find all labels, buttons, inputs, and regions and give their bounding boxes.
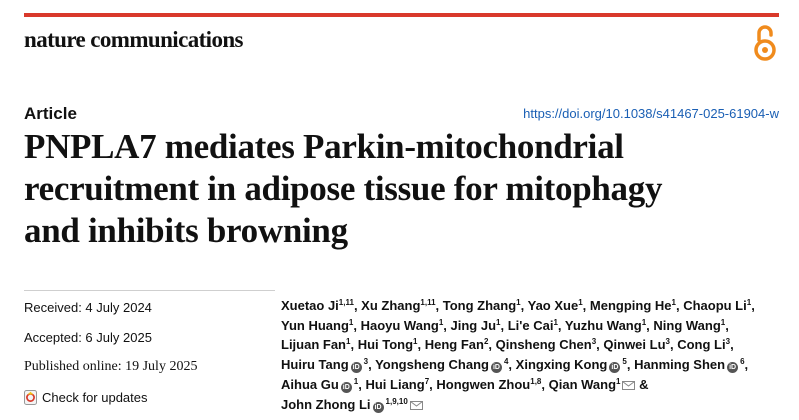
author-affiliation: 1,9,10 (385, 396, 408, 406)
author-list: Xuetao Ji$^{1,11}$, Xu Zhang$^{1,11}$, Tong Zhang$^1$, Yao Xue$^1$, Mengping He$^1$, Chaopu Li$^1$, Yun Huang$^1$, Haoyu Wang$^1$, Jing Ju$^1$, Li'e Cai$^1$, Yuzhu Wang$^1$, Ning Wang$^1$, Lijuan Fan$^1$, Hui Tong$^1$, Heng Fan$^2$, Qinsheng Chen$^3$, Qinwei Lu$^3$, Cong Li$^3$, Huiru Tang $iD^3$, Yongsheng Chang $iD^4$, Xingxing Kong $iD^5$, Hanming Shen $iD^6$, Aihua Gu $iD^1$, Hui Liang$^7$, Hongwen Zhou$^{1,8}$, Qian Wang$^1$ & John Zhong Li iD$^{1,9,10}$ (281, 298, 755, 412)
author-name[interactable]: Xingxing Kong (515, 357, 608, 373)
open-access-icon[interactable] (752, 23, 778, 63)
author-name[interactable]: Jing Ju (450, 317, 497, 333)
author-entry[interactable] (361, 298, 435, 313)
title-line: and inhibits browning (24, 211, 348, 250)
author-affiliation: 3 (725, 337, 731, 347)
author-name[interactable]: Li'e Cai (507, 317, 554, 333)
author-entry[interactable] (451, 318, 501, 333)
orcid-icon[interactable]: iD (729, 364, 737, 372)
author-affiliation: 6 (740, 357, 745, 367)
author-entry[interactable] (653, 318, 725, 333)
author-affiliation: 1 (578, 298, 583, 307)
accepted-date: Accepted: 6 July 2025 (24, 330, 152, 345)
email-icon[interactable] (410, 401, 423, 410)
doi-link[interactable]: https://doi.org/10.1038/s41467-025-61904-w (523, 106, 779, 121)
author-affiliation: 1 (720, 317, 726, 327)
author-entry[interactable] (281, 318, 353, 333)
orcid-icon[interactable]: iD (611, 364, 619, 372)
orcid-icon[interactable]: iD (374, 403, 382, 411)
author-entry[interactable] (590, 298, 676, 313)
author-name[interactable]: Xuetao Ji (281, 298, 339, 313)
author-name[interactable]: Huiru Tang (281, 357, 349, 373)
author-entry[interactable] (683, 298, 751, 313)
orcid-icon[interactable]: iD (342, 383, 350, 391)
author-entry[interactable] (549, 377, 636, 392)
author-affiliation: 1 (346, 337, 351, 347)
author-entry[interactable] (436, 377, 541, 392)
author-name[interactable]: Chaopu Li (683, 298, 747, 313)
author-entry[interactable] (528, 298, 583, 313)
author-entry[interactable] (496, 337, 597, 352)
author-name[interactable]: Qian Wang (548, 376, 617, 392)
author-name[interactable]: Qinwei Lu (603, 337, 666, 353)
author-name[interactable]: Yao Xue (527, 298, 579, 313)
author-name[interactable]: Mengping He (589, 298, 672, 313)
author-entry[interactable] (365, 377, 429, 392)
author-entry[interactable] (358, 337, 418, 352)
author-affiliation: 1 (353, 376, 359, 386)
orcid-icon[interactable]: iD (352, 364, 360, 372)
orcid-icon[interactable]: iD (492, 364, 500, 372)
metadata-divider (24, 290, 275, 291)
author-affiliation: 1 (746, 298, 752, 307)
author-name[interactable]: Cong Li (677, 337, 726, 353)
author-affiliation: 1,8 (530, 376, 542, 386)
author-entry[interactable] (508, 318, 558, 333)
author-name[interactable]: John Zhong Li (281, 396, 371, 412)
author-affiliation: 4 (503, 357, 509, 367)
author-name[interactable]: Xu Zhang (361, 298, 421, 313)
author-affiliation: 1 (671, 298, 676, 307)
author-affiliation: 3 (591, 337, 597, 347)
author-affiliation: 1 (516, 298, 521, 307)
author-affiliation: 1 (641, 317, 647, 327)
author-entry[interactable] (425, 337, 489, 352)
author-entry[interactable] (677, 337, 730, 352)
article-title (24, 126, 784, 252)
top-accent-bar (24, 13, 779, 17)
author-entry[interactable] (565, 318, 646, 333)
check-updates-label: Check for updates (42, 389, 148, 405)
author-entry[interactable] (281, 357, 368, 372)
author-name[interactable]: Tong Zhang (442, 298, 517, 313)
author-entry[interactable] (361, 318, 444, 333)
received-date: Received: 4 July 2024 (24, 300, 152, 315)
author-name[interactable]: Yuzhu Wang (564, 317, 642, 333)
author-affiliation: 1 (616, 376, 621, 386)
author-affiliation: 1 (413, 337, 418, 347)
author-affiliation: 1 (348, 317, 354, 327)
author-affiliation: 1,11 (338, 298, 354, 307)
author-entry[interactable] (634, 357, 744, 372)
author-entry[interactable] (375, 357, 508, 372)
author-name[interactable]: Ning Wang (653, 317, 721, 333)
author-name[interactable]: Hongwen Zhou (436, 376, 531, 392)
author-name[interactable]: Qinsheng Chen (495, 337, 592, 353)
author-affiliation: 1 (496, 317, 501, 327)
author-name[interactable]: Yongsheng Chang (375, 357, 489, 373)
author-name[interactable]: Lijuan Fan (281, 337, 346, 353)
author-name[interactable]: Hui Tong (357, 337, 414, 353)
check-updates-icon (24, 390, 37, 405)
author-entry[interactable] (281, 397, 423, 412)
author-entry[interactable] (281, 377, 358, 392)
author-affiliation: 1 (553, 317, 558, 327)
published-date: Published online: 19 July 2025 (24, 359, 198, 374)
author-affiliation: 3 (665, 337, 670, 347)
author-affiliation: 7 (424, 376, 430, 386)
author-name[interactable]: Haoyu Wang (360, 317, 439, 333)
author-entry[interactable] (516, 357, 627, 372)
author-entry[interactable] (603, 337, 670, 352)
author-affiliation: 2 (483, 337, 489, 347)
author-name[interactable]: Hui Liang (365, 376, 425, 392)
author-entry[interactable] (281, 337, 350, 352)
author-entry[interactable] (443, 298, 521, 313)
email-icon[interactable] (622, 381, 635, 390)
author-name[interactable]: Hanming Shen (634, 357, 726, 373)
title-line: recruitment in adipose tissue for mitophagy (24, 169, 663, 208)
article-type-label: Article (24, 104, 77, 123)
title-line: PNPLA7 mediates Parkin-mitochondrial (24, 127, 624, 166)
author-affiliation: 1 (438, 317, 444, 327)
author-entry[interactable] (281, 298, 354, 313)
journal-name: nature communications (24, 27, 243, 52)
author-name[interactable]: Yun Huang (281, 317, 349, 333)
author-affiliation: 3 (363, 357, 369, 367)
author-affiliation: 1,11 (420, 298, 436, 307)
author-name[interactable]: Aihua Gu (281, 376, 339, 392)
author-affiliation: 5 (622, 357, 627, 367)
author-name[interactable]: Heng Fan (424, 337, 484, 353)
check-for-updates-button[interactable] (24, 387, 148, 407)
